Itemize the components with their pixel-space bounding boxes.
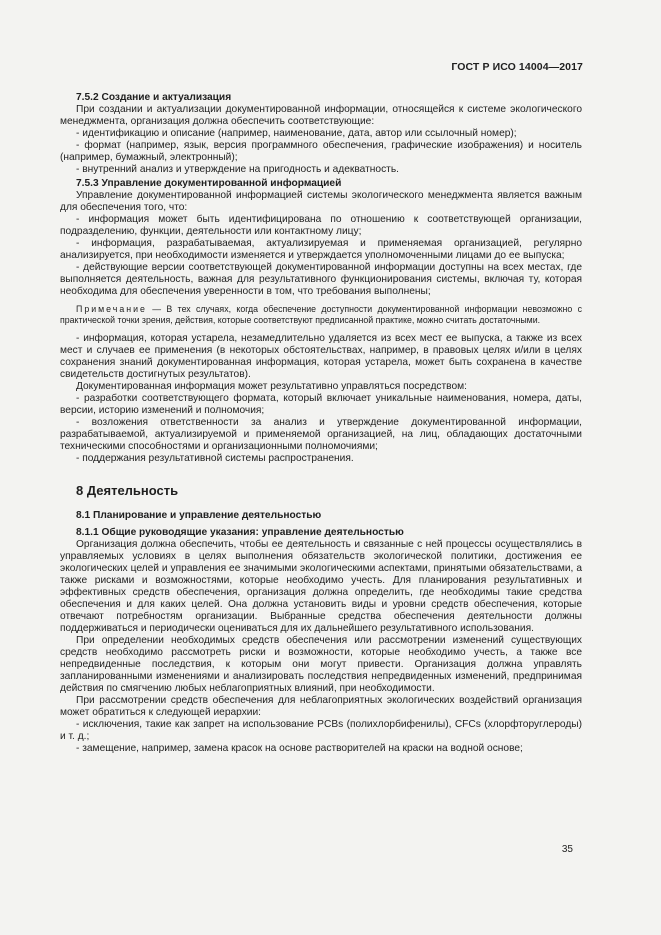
list-item: - информация, разрабатываемая, актуализируемая и применяемая организацией, регулярно анализируется, при необходимости изменяется и утверждается уполномоченными лицами до ее выпуска; <box>60 238 582 261</box>
paragraph: Организация должна обеспечить, чтобы ее деятельность и связанные с ней процессы осуществлялись в управляемых условиях в целях выполнения обязательств экологической политики, достижения ее экологических целей и управления ее значимыми экологическими аспектами, принятыми обязательствами, а также рисками и возможностями, которые необходимо учесть. Для планирования результативных и эффективных средств обеспечения, организация должна определить, где необходимы такие средства обеспечения и для каких целей. Она должна установить виды и уровни средств обеспечения, которые отвечают потребностям организации. Выбранные средства обеспечения деятельности должны поддерживаться и периодически оцениваться для их дальнейшего результативного использования. <box>60 539 582 634</box>
note-label: Примечание <box>76 304 147 314</box>
heading-8: 8 Деятельность <box>76 483 179 498</box>
heading-8-1-1: 8.1.1 Общие руководящие указания: управление деятельностью <box>76 527 404 538</box>
paragraph: При определении необходимых средств обеспечения или рассмотрении изменений существующих средств необходимо рассмотреть риски и возможности, которые необходимо учесть, а также все непредвиденные последствия, к которым они могут привести. Организация должна управлять запланированными изменениями и анализировать последствия непредвиденных изменений, предпринимая действия по смягчению любых неблагоприятных влияний, при необходимости. <box>60 635 582 694</box>
list-item: - разработки соответствующего формата, который включает уникальные наименования, номера, даты, версии, историю изменений и полномочия; <box>60 393 582 416</box>
list-item: - формат (например, язык, версия программного обеспечения, графические изображения) и носитель (например, бумажный, электронный); <box>60 140 582 163</box>
note <box>60 304 582 326</box>
heading-7-5-2: 7.5.2 Создание и актуализация <box>76 92 232 103</box>
page-header: ГОСТ Р ИСО 14004—2017 <box>451 61 583 73</box>
list-item: - поддержания результативной системы распространения. <box>76 453 354 464</box>
paragraph: При рассмотрении средств обеспечения для неблагоприятных экологических воздействий организация может обратиться к следующей иерархии: <box>60 695 582 718</box>
paragraph: Документированная информация может результативно управляться посредством: <box>76 381 467 392</box>
heading-8-1: 8.1 Планирование и управление деятельностью <box>76 510 322 521</box>
list-item: - информация может быть идентифицирована по отношению к соответствующей организации, подразделению, функции, деятельности или контактному лицу; <box>60 214 582 237</box>
paragraph: При создании и актуализации документированной информации, относящейся к системе экологического менеджмента, организация должна обеспечить соответствующие: <box>60 104 582 127</box>
paragraph: Управление документированной информацией системы экологического менеджмента является важным для обеспечения того, что: <box>60 190 582 213</box>
list-item: - внутренний анализ и утверждение на пригодность и адекватность. <box>76 164 399 175</box>
note-text: — В тех случаях, когда обеспечение доступности документированной информации невозможно с практической точки зрения, действия, которые соответствуют предписанной практике, можно считать достаточными. <box>60 304 582 325</box>
list-item: - идентификацию и описание (например, наименование, дата, автор или ссылочный номер); <box>76 128 517 139</box>
list-item: - замещение, например, замена красок на основе растворителей на краски на водной основе; <box>76 743 523 754</box>
heading-7-5-3: 7.5.3 Управление документированной информацией <box>76 178 342 189</box>
list-item: - исключения, такие как запрет на использование PCBs (полихлорбифенилы), CFCs (хлорфторуглероды) и т. д.; <box>60 719 582 742</box>
document-body <box>60 92 582 755</box>
list-item: - действующие версии соответствующей документированной информации доступны на всех местах, где выполняется деятельность, важная для результативного функционирования системы, включая ту, которая необходима для обеспечения уверенности в том, что требования выполнены; <box>60 262 582 297</box>
page-number: 35 <box>561 844 573 855</box>
list-item: - информация, которая устарела, незамедлительно удаляется из всех мест ее выпуска, а также из всех мест и случаев ее применения (в некоторых обстоятельствах, например, в правовых целях и/или в целях сохранения знаний документированная информация, которая устарела, может быть сохранена в качестве свидетельств достигнутых результатов). <box>60 333 582 380</box>
list-item: - возложения ответственности за анализ и утверждение документированной информации, разрабатываемой, актуализируемой и применяемой организацией, на лиц, обладающих достаточными техническими способностями и организационными полномочиями; <box>60 417 582 452</box>
